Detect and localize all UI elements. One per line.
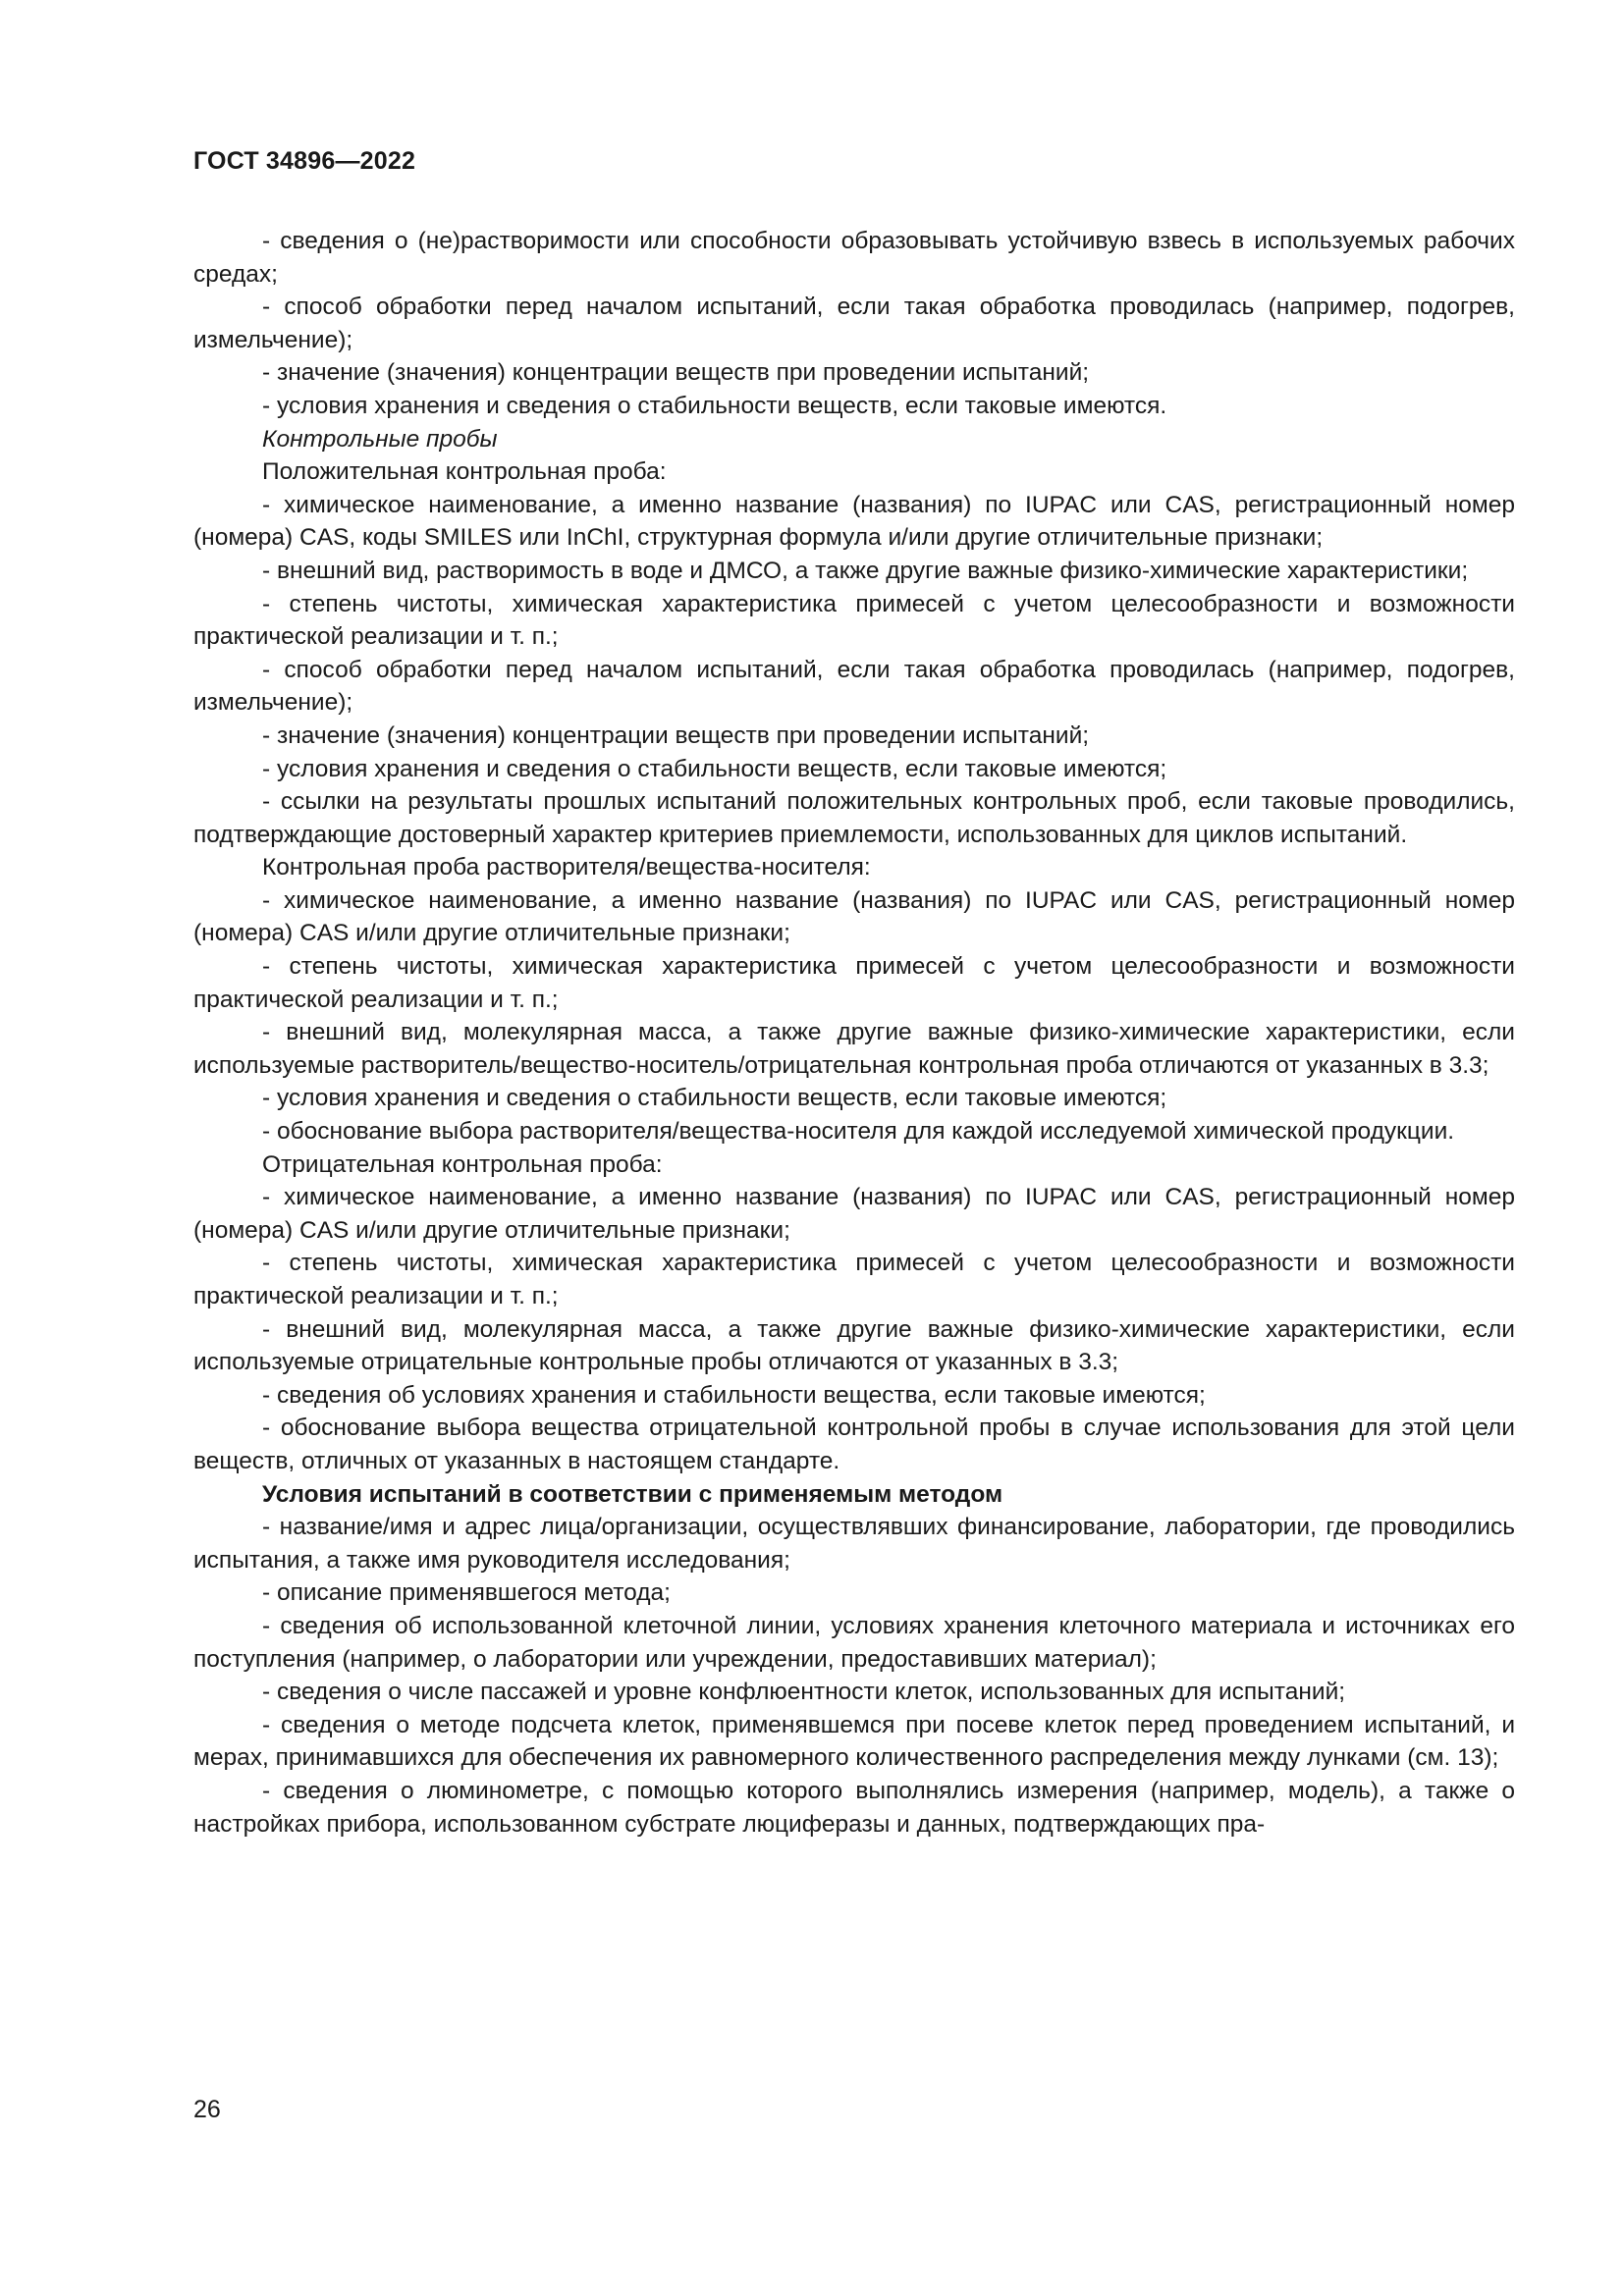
paragraph: - химическое наименование, а именно название (названия) по IUPAC или CAS, регистрационный номер (номера) CAS, коды SMILES или InChI, структурная формула и/или другие отличительные признаки; [193,491,1515,552]
page-number: 26 [193,2096,221,2123]
paragraph: - внешний вид, растворимость в воде и ДМСО, а также другие важные физико-химические характеристики; [262,557,1469,584]
paragraph: - сведения о (не)растворимости или способности образовывать устойчивую взвесь в используемых рабочих средах; [193,228,1515,288]
paragraph: Отрицательная контрольная проба: [262,1150,663,1178]
document-header: ГОСТ 34896—2022 [193,147,416,175]
paragraph: - степень чистоты, химическая характеристика примесей с учетом целесообразности и возможности практической реализации и т. п.; [193,953,1515,1013]
paragraph: - ссылки на результаты прошлых испытаний положительных контрольных проб, если таковые проводились, подтверждающие достоверный характер критериев приемлемости, использованных для циклов испытаний. [193,788,1515,848]
paragraph: - внешний вид, молекулярная масса, а также другие важные физико-химические характеристики, если используемые отрицательные контрольные пробы отличаются от указанных в 3.3; [193,1315,1515,1376]
paragraph: - сведения об условиях хранения и стабильности вещества, если таковые имеются; [262,1381,1206,1409]
paragraph: - сведения об использованной клеточной линии, условиях хранения клеточного материала и источниках его поступления (например, о лаборатории или учреждении, предоставивших материал); [193,1612,1515,1673]
document-body [193,225,1515,1841]
section-heading: Условия испытаний в соответствии с применяемым методом [262,1480,1003,1508]
paragraph: - обоснование выбора вещества отрицательной контрольной пробы в случае использования для этой цели веществ, отличных от указанных в настоящем стандарте. [193,1415,1515,1474]
paragraph: - значение (значения) концентрации веществ при проведении испытаний; [262,721,1090,749]
paragraph: - описание применявшегося метода; [262,1579,671,1607]
section-subheading: Контрольные пробы [262,425,498,453]
paragraph: - условия хранения и сведения о стабильности веществ, если таковые имеются. [262,392,1167,419]
paragraph: - химическое наименование, а именно название (названия) по IUPAC или CAS, регистрационный номер (номера) CAS и/или другие отличительные признаки; [193,1184,1515,1244]
paragraph: - химическое наименование, а именно название (названия) по IUPAC или CAS, регистрационный номер (номера) CAS и/или другие отличительные признаки; [193,886,1515,947]
paragraph: - значение (значения) концентрации веществ при проведении испытаний; [262,359,1090,387]
paragraph: - сведения о люминометре, с помощью которого выполнялись измерения (например, модель), а также о настройках прибора, использованном субстрате люциферазы и данных, подтверждающих пра- [193,1777,1515,1838]
paragraph: - внешний вид, молекулярная масса, а также другие важные физико-химические характеристики, если используемые растворитель/вещество-носитель/отрицательная контрольная проба отличаются от указанных в 3.3; [193,1019,1515,1079]
paragraph: - сведения о методе подсчета клеток, применявшемся при посеве клеток перед проведением испытаний, и мерах, принимавшихся для обеспечения их равномерного количественного распределения между лунками (см. 13); [193,1711,1515,1772]
paragraph: - способ обработки перед началом испытаний, если такая обработка проводилась (например, подогрев, измельчение); [193,656,1515,717]
paragraph: Положительная контрольная проба: [262,458,667,486]
paragraph: - степень чистоты, химическая характеристика примесей с учетом целесообразности и возможности практической реализации и т. п.; [193,590,1515,651]
paragraph: - название/имя и адрес лица/организации, осуществлявших финансирование, лаборатории, где проводились испытания, а также имя руководителя исследования; [193,1514,1515,1574]
paragraph: - обоснование выбора растворителя/вещества-носителя для каждой исследуемой химической продукции. [262,1118,1455,1146]
paragraph: - способ обработки перед началом испытаний, если такая обработка проводилась (например, подогрев, измельчение); [193,294,1515,353]
paragraph: - условия хранения и сведения о стабильности веществ, если таковые имеются; [262,1085,1167,1112]
paragraph: Контрольная проба растворителя/вещества-носителя: [262,854,871,881]
paragraph: - условия хранения и сведения о стабильности веществ, если таковые имеются; [262,755,1167,782]
paragraph: - степень чистоты, химическая характеристика примесей с учетом целесообразности и возможности практической реализации и т. п.; [193,1250,1515,1309]
paragraph: - сведения о числе пассажей и уровне конфлюентности клеток, использованных для испытаний; [262,1679,1346,1706]
